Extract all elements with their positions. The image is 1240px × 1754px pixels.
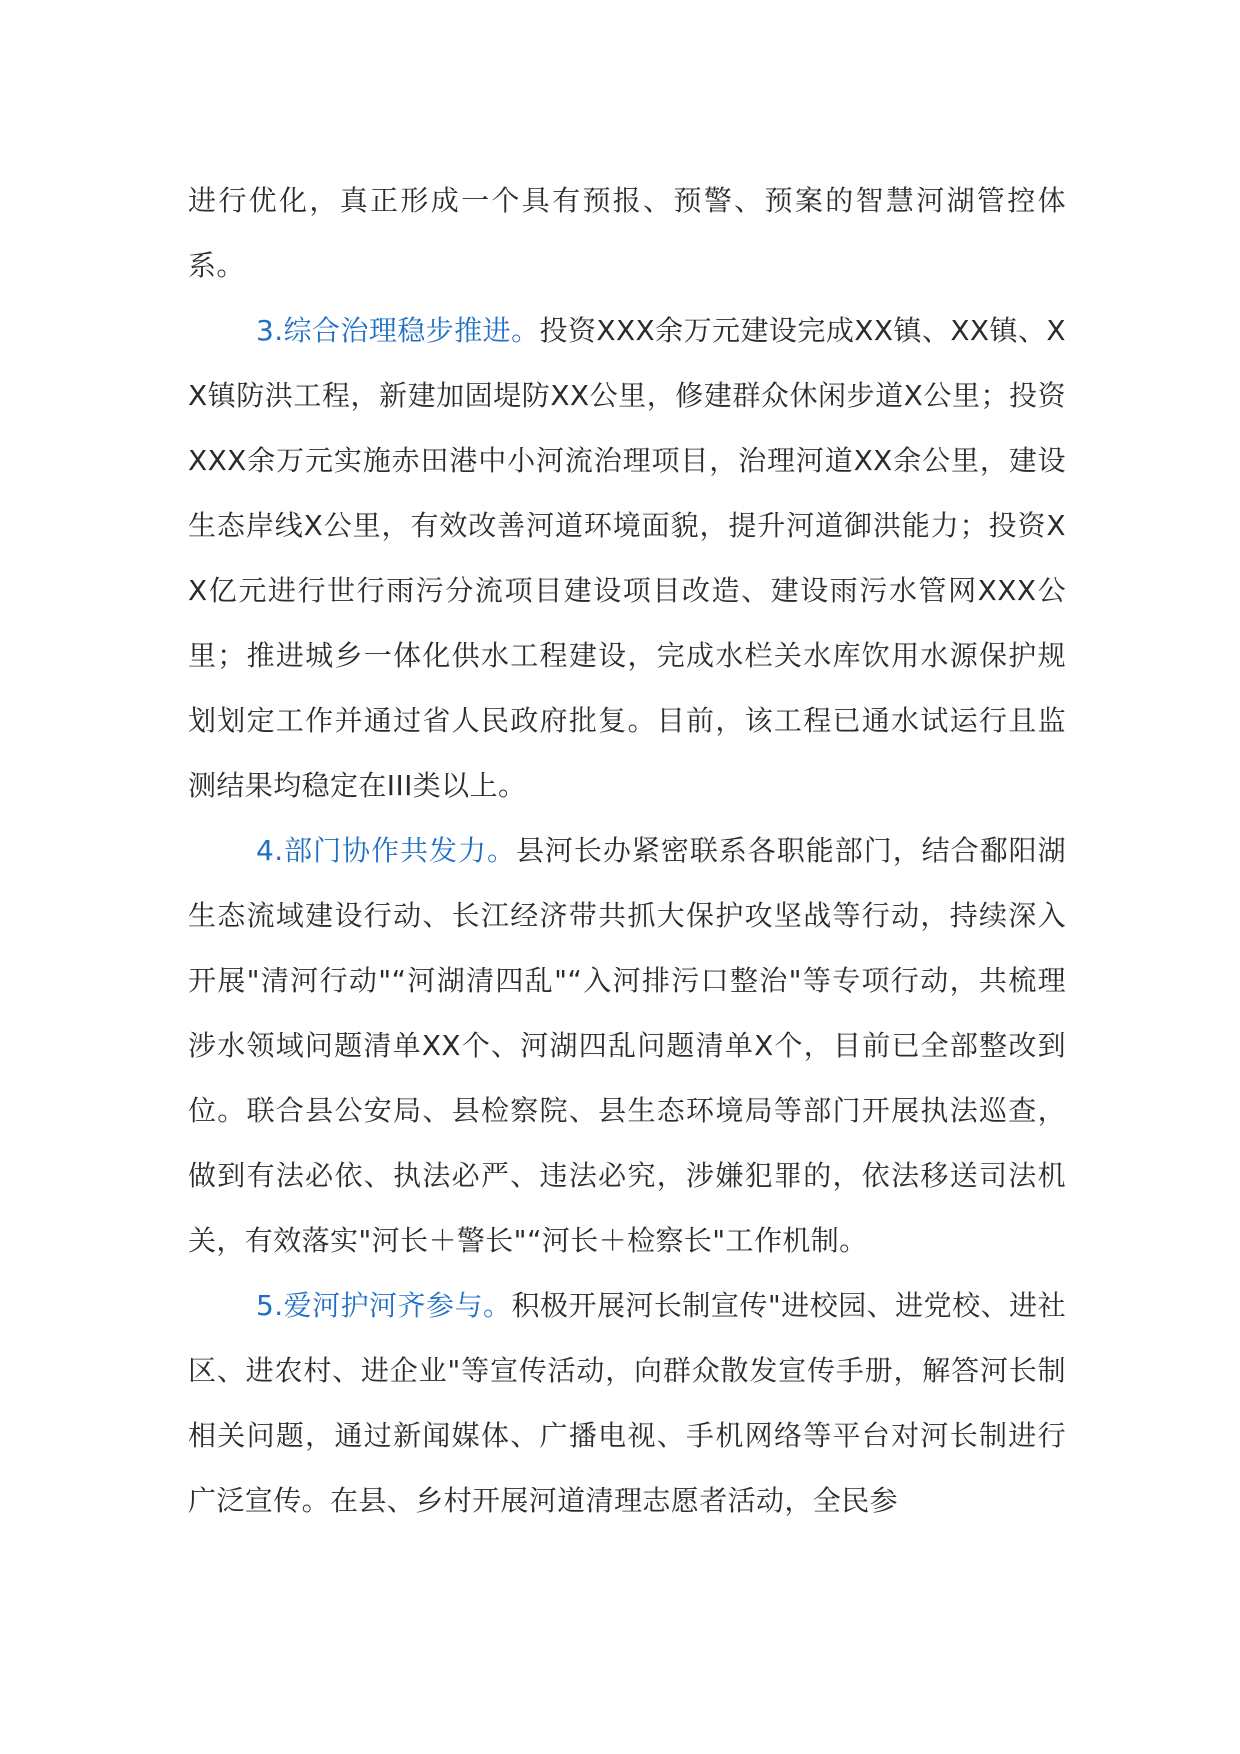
paragraph-heading: 4.部门协作共发力。	[256, 834, 516, 867]
paragraph-heading: 5.爱河护河齐参与。	[256, 1289, 512, 1322]
paragraph-text: 进行优化，真正形成一个具有预报、预警、预案的智慧河湖管控体系。	[188, 184, 1066, 282]
paragraph-public-participation	[188, 1273, 1066, 1533]
paragraph-text: 投资XXX余万元建设完成XX镇、XX镇、XX镇防洪工程，新建加固堤防XX公里，修建群众休闲步道X公里；投资XXX余万元实施赤田港中小河流治理项目，治理河道XX余公里，建设生态岸线X公里，有效改善河道环境面貌，提升河道御洪能力；投资XX亿元进行世行雨污分流项目建设项目改造、建设雨污水管网XXX公里；推进城乡一体化供水工程建设，完成水栏关水库饮用水源保护规划划定工作并通过省人民政府批复。目前，该工程已通水试运行且监测结果均稳定在III类以上。	[188, 314, 1066, 802]
paragraph-heading: 3.综合治理稳步推进。	[256, 314, 540, 347]
paragraph-department-cooperation	[188, 818, 1066, 1273]
paragraph-comprehensive-governance	[188, 298, 1066, 818]
paragraph-text: 县河长办紧密联系各职能部门，结合鄱阳湖生态流域建设行动、长江经济带共抓大保护攻坚战等行动，持续深入开展"清河行动"“河湖清四乱"“入河排污口整治"等专项行动，共梳理涉水领域问题清单XX个、河湖四乱问题清单X个，目前已全部整改到位。联合县公安局、县检察院、县生态环境局等部门开展执法巡查，做到有法必依、执法必严、违法必究，涉嫌犯罪的，依法移送司法机关，有效落实"河长＋警长"“河长＋检察长"工作机制。	[188, 834, 1067, 1257]
paragraph-continuation	[188, 168, 1066, 298]
document-body	[188, 168, 1066, 1533]
paragraph-text: 积极开展河长制宣传"进校园、进党校、进社区、进农村、进企业"等宣传活动，向群众散发宣传手册，解答河长制相关问题，通过新闻媒体、广播电视、手机网络等平台对河长制进行广泛宣传。在县、乡村开展河道清理志愿者活动，全民参	[188, 1289, 1066, 1517]
